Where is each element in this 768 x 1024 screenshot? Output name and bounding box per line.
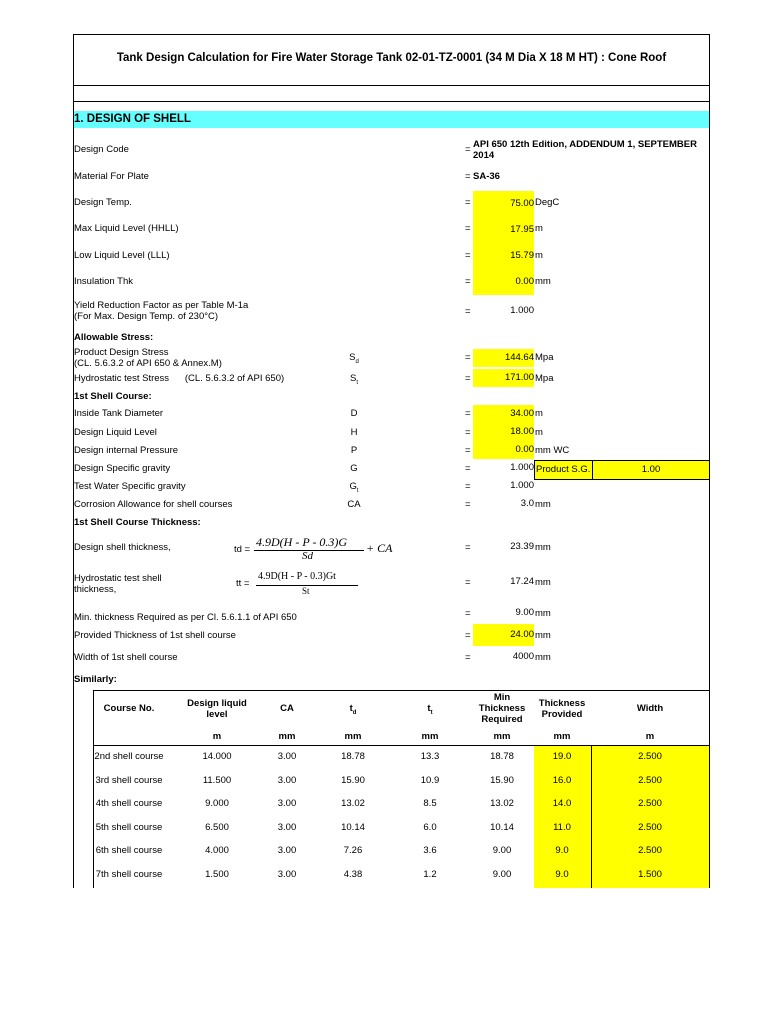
td-tail: + CA <box>366 541 393 555</box>
diameter-eq: = <box>465 408 471 419</box>
min-thk-unit: mm <box>535 608 551 619</box>
hydro-stress-value: 171.00 <box>473 369 534 387</box>
table-cell: 3.00 <box>277 751 297 762</box>
tt-denominator: St <box>302 586 310 596</box>
provided-thk-eq: = <box>465 630 471 641</box>
product-stress-eq: = <box>465 352 471 363</box>
hydro-stress-label: Hydrostatic test Stress (CL. 5.6.3.2 of API 650) <box>74 373 285 384</box>
tt-value: 17.24 <box>510 576 534 587</box>
diameter-symbol: D <box>350 408 358 419</box>
section-heading: 1. DESIGN OF SHELL <box>74 111 709 128</box>
table-cell: 2.500 <box>638 798 662 810</box>
table-cell: 9.00 <box>492 845 512 857</box>
table-cell: 7th shell course <box>95 869 163 880</box>
product-sg-label: Product S.G. <box>534 460 594 480</box>
min-thk-value: 9.00 <box>515 607 534 618</box>
liquid-level-unit: m <box>535 427 543 438</box>
product-stress-symbol: $S_d$ <box>349 352 359 365</box>
table-cell: 7.26 <box>343 845 363 857</box>
table-cell: 3.00 <box>277 774 297 786</box>
width1-label: Width of 1st shell course <box>74 652 178 663</box>
table-cell: 9.0 <box>555 845 569 857</box>
pressure-eq: = <box>465 445 471 456</box>
min-thk-eq: = <box>465 608 471 619</box>
product-stress-label-1: Product Design Stress <box>74 347 169 358</box>
table-cell: 2.500 <box>638 751 662 762</box>
table-cell: 9.0 <box>555 869 569 880</box>
table-cell: 9.00 <box>492 869 512 880</box>
hydro-stress-symbol: $S_t$ <box>349 373 358 386</box>
unit-thickness-provided: mm <box>553 731 571 742</box>
ca-unit: mm <box>535 499 551 510</box>
table-cell: 14.000 <box>202 751 232 762</box>
td-denominator: Sd <box>302 550 313 562</box>
th-course-no: Course No. <box>103 703 155 714</box>
width1-unit: mm <box>535 652 551 663</box>
provided-thk-unit: mm <box>535 630 551 641</box>
allowable-stress-heading: Allowable Stress: <box>74 332 154 343</box>
table-cell: 4th shell course <box>95 798 163 810</box>
design-temp-value: 75.00 <box>473 191 534 217</box>
design-temp-label: Design Temp. <box>74 197 132 208</box>
tt-label-1: Hydrostatic test shell <box>74 573 162 584</box>
table-cell: 15.90 <box>341 774 365 786</box>
test-sg-symbol: $G_t$ <box>349 481 359 494</box>
td-unit: mm <box>535 542 551 553</box>
title-bottom-rule <box>73 85 710 86</box>
th-tt: $t_t$ <box>427 703 433 716</box>
yield-eq: = <box>465 306 471 317</box>
liquid-level-symbol: H <box>350 427 358 438</box>
ca-label: Corrosion Allowance for shell courses <box>74 499 233 510</box>
th-ca: CA <box>280 703 294 714</box>
th-design-liquid-level: Design liquid level <box>187 698 247 720</box>
product-sg-value: 1.00 <box>592 460 710 480</box>
table-cell: 3.00 <box>277 845 297 857</box>
table-top-rule <box>93 690 710 691</box>
insulation-eq: = <box>465 276 471 287</box>
table-cell: 4.000 <box>205 845 229 857</box>
pressure-unit: mm WC <box>535 445 570 456</box>
hhll-eq: = <box>465 223 471 234</box>
insulation-value: 0.00 <box>473 269 534 295</box>
table-cell: 6.0 <box>423 821 437 833</box>
hydro-stress-eq: = <box>465 373 471 384</box>
table-cell: 15.90 <box>490 774 514 786</box>
table-cell: 18.78 <box>490 751 514 762</box>
hydro-stress-unit: Mpa <box>535 373 554 384</box>
table-cell: 5th shell course <box>95 821 163 833</box>
diameter-label: Inside Tank Diameter <box>74 408 164 419</box>
yield-label-2: (For Max. Design Temp. of 230°C) <box>74 311 219 322</box>
table-cell: 1.500 <box>638 869 662 880</box>
liquid-level-label: Design Liquid Level <box>74 427 157 438</box>
first-thk-heading: 1st Shell Course Thickness: <box>74 517 201 528</box>
yield-label-1: Yield Reduction Factor as per Table M-1a <box>74 300 249 311</box>
similarly-heading: Similarly: <box>74 674 117 685</box>
pressure-value: 0.00 <box>473 441 534 459</box>
diameter-unit: m <box>535 408 543 419</box>
table-cell: 13.02 <box>490 798 514 810</box>
ca-symbol: CA <box>347 499 361 510</box>
lll-label: Low Liquid Level (LLL) <box>74 250 170 261</box>
table-cell: 19.0 <box>552 751 572 762</box>
th-td: $t_d$ <box>349 703 357 716</box>
sg-eq: = <box>465 463 471 474</box>
lll-value: 15.79 <box>473 243 534 269</box>
table-cell: 1.2 <box>423 869 437 880</box>
table-cell: 1.500 <box>205 869 229 880</box>
design-temp-unit: DegC <box>535 197 560 208</box>
unit-ca: mm <box>278 731 296 742</box>
material-eq: = <box>465 171 471 182</box>
material-value: SA-36 <box>473 171 500 182</box>
design-code-eq: = <box>465 144 471 155</box>
tt-lhs: tt = <box>236 578 250 589</box>
insulation-label: Insulation Thk <box>74 276 133 287</box>
lll-eq: = <box>465 250 471 261</box>
yield-value: 1.000 <box>510 305 534 316</box>
col-divider <box>591 746 592 888</box>
td-eq: = <box>465 542 471 553</box>
provided-thk-value: 24.00 <box>473 624 534 646</box>
tt-numerator: 4.9D(H - P - 0.3)Gt <box>258 571 336 582</box>
table-cell: 2.500 <box>638 774 662 786</box>
test-sg-value: 1.000 <box>510 480 534 491</box>
table-cell: 3rd shell course <box>95 774 163 786</box>
table-cell: 10.9 <box>420 774 440 786</box>
test-sg-eq: = <box>465 481 471 492</box>
product-stress-value: 144.64 <box>473 349 534 367</box>
design-temp-eq: = <box>465 197 471 208</box>
unit-design-liquid-level: m <box>212 731 222 742</box>
table-cell: 14.0 <box>552 798 572 810</box>
th-thickness-provided: Thickness Provided <box>538 698 586 720</box>
tt-label-2: thickness, <box>74 584 117 595</box>
hhll-label: Max Liquid Level (HHLL) <box>74 223 179 234</box>
design-code-value: API 650 12th Edition, ADDENDUM 1, SEPTEMBER 2014 <box>473 139 697 161</box>
table-cell: 11.0 <box>553 821 571 833</box>
table-cell: 4.38 <box>343 869 363 880</box>
td-lhs: td = <box>234 544 251 555</box>
width1-eq: = <box>465 652 471 663</box>
first-course-heading: 1st Shell Course: <box>74 391 152 402</box>
min-thk-label: Min. thickness Required as per Cl. 5.6.1.1 of API 650 <box>74 612 297 623</box>
product-stress-unit: Mpa <box>535 352 554 363</box>
table-cell: 3.00 <box>277 821 297 833</box>
width1-value: 4000 <box>512 651 534 662</box>
ca-eq: = <box>465 499 471 510</box>
table-cell: 6.500 <box>205 821 229 833</box>
provided-thk-label: Provided Thickness of 1st shell course <box>74 630 236 641</box>
table-cell: 18.78 <box>341 751 365 762</box>
unit-width: m <box>645 731 655 742</box>
td-numerator: 4.9D(H - P - 0.3)G <box>256 535 348 549</box>
hhll-value: 17.95 <box>473 217 534 243</box>
table-cell: 2.500 <box>638 821 662 833</box>
table-cell: 11.500 <box>202 774 232 786</box>
td-label: Design shell thickness, <box>74 542 171 553</box>
th-width: Width <box>636 703 664 714</box>
table-cell: 9.000 <box>205 798 229 810</box>
td-value: 23.39 <box>510 541 534 552</box>
sg-label: Design Specific gravity <box>74 463 171 474</box>
unit-td: mm <box>344 731 362 742</box>
material-label: Material For Plate <box>74 171 149 182</box>
table-cell: 2.500 <box>638 845 662 857</box>
table-cell: 2nd shell course <box>94 751 164 762</box>
lll-unit: m <box>535 250 543 261</box>
hhll-unit: m <box>535 223 543 234</box>
test-sg-label: Test Water Specific gravity <box>74 481 186 492</box>
design-code-label: Design Code <box>74 144 129 155</box>
table-cell: 13.3 <box>420 751 440 762</box>
tt-eq: = <box>465 577 471 588</box>
sg-symbol: G <box>350 463 358 474</box>
tt-unit: mm <box>535 577 551 588</box>
table-cell: 3.00 <box>277 869 297 880</box>
page-title: Tank Design Calculation for Fire Water Storage Tank 02-01-TZ-0001 (34 M Dia X 18 M HT) : Cone Roof <box>116 52 667 64</box>
th-min-thickness: Min Thickness Required <box>478 692 526 725</box>
table-cell: 3.6 <box>423 845 437 857</box>
table-cell: 8.5 <box>423 798 437 810</box>
spacer-rule <box>73 101 710 102</box>
table-cell: 10.14 <box>490 821 514 833</box>
liquid-level-eq: = <box>465 427 471 438</box>
unit-tt: mm <box>421 731 439 742</box>
table-cell: 13.02 <box>341 798 365 810</box>
pressure-label: Design internal Pressure <box>74 445 179 456</box>
diameter-value: 34.00 <box>473 405 534 423</box>
insulation-unit: mm <box>535 276 551 287</box>
frame-left <box>73 34 74 888</box>
sg-value: 1.000 <box>510 462 534 473</box>
ca-value: 3.0 <box>520 498 534 509</box>
pressure-symbol: P <box>350 445 358 456</box>
product-stress-label-2: (CL. 5.6.3.2 of API 650 & Annex.M) <box>74 358 222 369</box>
frame-top <box>73 34 710 35</box>
unit-min-thickness: mm <box>493 731 511 742</box>
table-cell: 16.0 <box>552 774 572 786</box>
table-cell: 3.00 <box>277 798 297 810</box>
table-cell: 10.14 <box>341 821 365 833</box>
table-cell: 6th shell course <box>95 845 163 857</box>
liquid-level-value: 18.00 <box>473 423 534 441</box>
